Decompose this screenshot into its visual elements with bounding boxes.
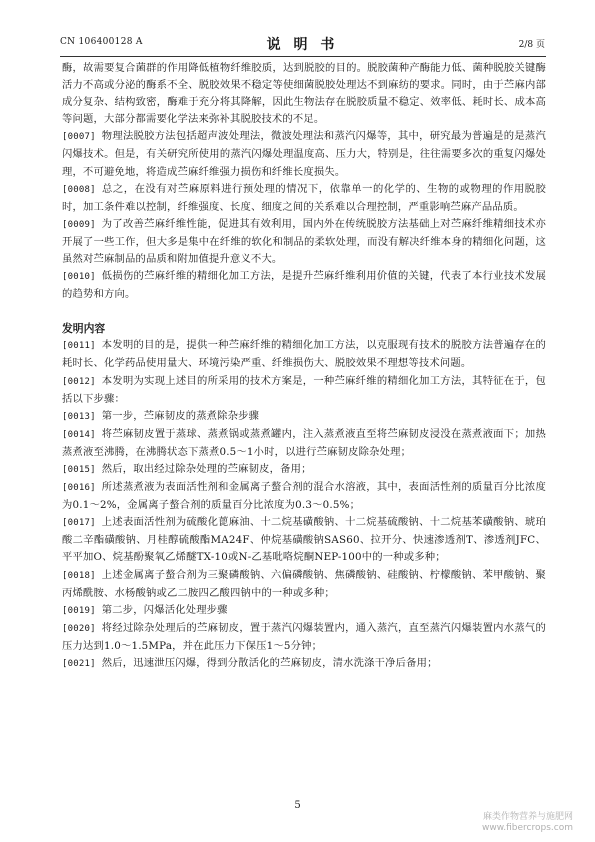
paragraph-text: 将苎麻韧皮置于蒸球、蒸煮锅或蒸煮罐内，注入蒸煮液直至将苎麻韧皮浸没在蒸煮液面下；加热蒸煮液至沸腾，在沸腾状态下蒸煮0.5～1小时，以进行苎麻韧皮除杂处理； [62,427,546,458]
paragraph-number: [0010] [62,272,96,283]
paragraph-number: [0012] [62,376,96,387]
paragraph-text: 酶，故需要复合菌群的作用降低植物纤维胶质，达到脱胶的目的。脱胶菌种产酶能力低、菌种脱胶关键酶活力不高或分泌的酶系不全、脱胶效果不稳定等使细菌脱胶处理达不到麻纺的要求。同时，由于苎麻内部成分复杂、结构致密，酶难于充分将其降解，因此生物法存在脱胶质量不稳定、效率低、耗时长、成本高等问题，大部分都需要化学法来弥补其脱胶技术的不足。 [62,62,546,126]
paragraph [62,655,546,673]
paragraph [62,181,546,216]
paragraph-number: [0016] [62,483,96,494]
patent-number: CN 106400128 A [60,37,143,47]
paragraph-text: 上述表面活性剂为硫酸化蓖麻油、十二烷基磺酸钠、十二烷基硫酸钠、十二烷基苯磺酸钠、琥珀酸二辛酯磺酸钠、月桂醇硫酸酯MA24F、仲烷基磺酸钠SAS60、拉开分、快速渗透剂T、渗透剂JFC、平平加O、烷基酚聚氧乙烯醚TX-10或N-乙基吡咯烷酮NEP-100中的一种或多种； [62,516,546,564]
paragraph-number: [0021] [62,659,96,669]
paragraph-text: 然后，迅速泄压闪爆，得到分散活化的苎麻韧皮，清水洗涤干净后备用； [101,657,438,669]
paragraph [62,479,546,514]
paragraph-text: 本发明的目的是，提供一种苎麻纤维的精细化加工方法，以克服现有技术的脱胶方法普遍存在的耗时长、化学药品使用量大、环境污染严重、纤维损伤大、脱胶效果不理想等技术问题。 [62,339,546,370]
paragraph-number: [0015] [62,464,96,475]
paragraph-number: [0008] [62,184,96,195]
paragraph-text: 为了改善苎麻纤维性能，促进其有效利用，国内外在传统脱胶方法基础上对苎麻纤维精细技术亦开展了一些工作，但大多是集中在纤维的软化和制品的柔软处理，而没有解决纤维本身的精细化问题，这虽然对苎麻制品的品质和附加值提升意义不大。 [62,217,546,266]
paragraph-number: [0011] [62,341,96,352]
paragraph [62,602,546,620]
paragraph-text: 总之，在没有对苎麻原料进行预处理的情况下，依靠单一的化学的、生物的或物理的作用脱胶时，加工条件难以控制，纤维强度、长度、细度之间的关系难以合理控制，严重影响苎麻产品品质。 [62,182,546,213]
paragraph-number: [0013] [62,411,96,422]
paragraph-text: 所述蒸煮液为表面活性剂和金属离子螯合剂的混合水溶液，其中，表面活性剂的质量百分比浓度为0.1～2%，金属离子螯合剂的质量百分比浓度为0.3～0.5%； [62,481,546,512]
paragraph [62,373,546,408]
paragraph [62,514,546,566]
document-title: 说 明 书 [266,37,339,53]
paragraph [62,567,546,602]
watermark-url: www.fibercrops.com [482,823,573,833]
document-body [62,60,546,673]
paragraph-text: 物理法脱胶方法包括超声波处理法，微波处理法和蒸汽闪爆等，其中，研究最为普遍是的是蒸汽闪爆技术。但是，有关研究所使用的蒸汽闪爆处理温度高、压力大，特别是，往往需要多次的重复闪爆处理，不可避免地，将造成苎麻纤维强力损伤和纤维长度损失。 [62,130,546,178]
paragraph-text: 低损伤的苎麻纤维的精细化加工方法，是提升苎麻纤维利用价值的关键，代表了本行业技术发展的趋势和方向。 [62,270,546,301]
paragraph [62,426,546,461]
page-number: 5 [294,800,301,811]
paragraph-number: [0019] [62,605,96,616]
paragraph-number: [0009] [62,219,96,230]
paragraph [62,620,546,655]
section-heading: 发明内容 [62,322,106,336]
paragraph [62,337,546,372]
paragraph-continued [62,60,546,128]
paragraph-text: 然后，取出经过除杂处理的苎麻韧皮，备用； [101,462,312,475]
watermark [482,812,573,834]
paragraph [62,268,546,303]
header-divider [60,56,546,57]
paragraph [62,461,546,479]
paragraph [62,128,546,180]
paragraph [62,408,546,426]
paragraph-text: 将经过除杂处理后的苎麻韧皮，置于蒸汽闪爆装置内，通入蒸汽，直至蒸汽闪爆装置内水蒸气的压力达到1.0～1.5MPa，并在此压力下保压1～5分钟； [62,621,546,652]
watermark-site-name: 麻类作物营养与施肥网 [482,812,573,822]
paragraph-number: [0020] [62,623,96,634]
page-indicator: 2/8 页 [518,40,545,50]
paragraph-number: [0017] [62,518,96,529]
paragraph-number: [0007] [62,132,96,143]
paragraph-number: [0014] [62,429,96,440]
paragraph-text: 本发明为实现上述目的所采用的技术方案是，一种苎麻纤维的精细化加工方法，其特征在于，包括以下步骤： [62,374,546,405]
page-header [60,34,545,52]
paragraph-text: 第二步，闪爆活化处理步骤 [101,603,228,616]
paragraph-number: [0018] [62,570,96,581]
paragraph-text: 上述金属离子螯合剂为三聚磷酸钠、六偏磷酸钠、焦磷酸钠、硅酸钠、柠檬酸钠、苯甲酸钠、聚丙烯酰胺、水杨酸钠或乙二胺四乙酸四钠中的一种或多种； [62,568,546,599]
paragraph-text: 第一步，苎麻韧皮的蒸煮除杂步骤 [101,409,260,422]
paragraph [62,216,546,268]
